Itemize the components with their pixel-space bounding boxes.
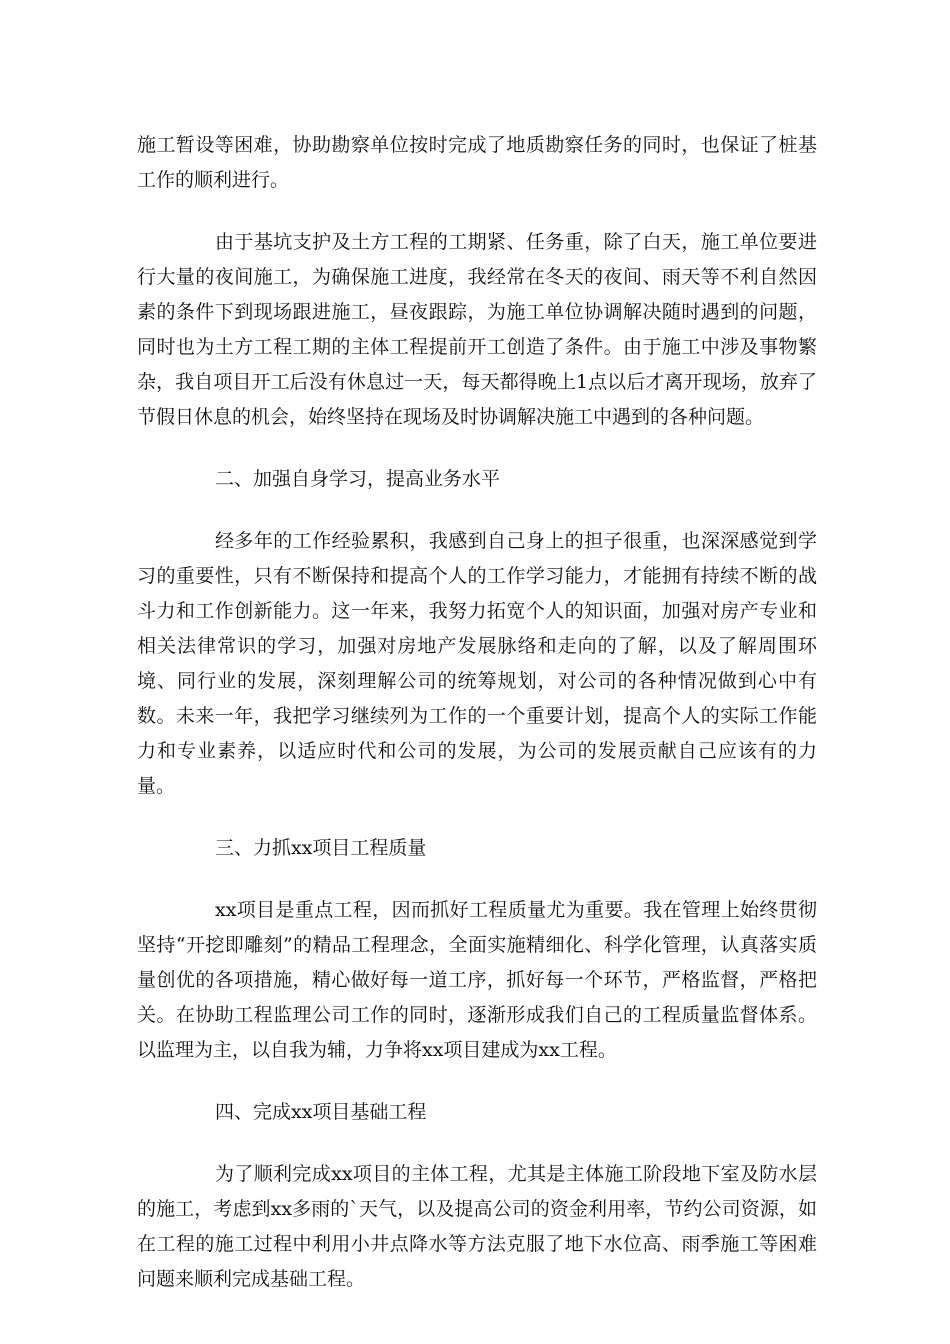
section-heading-4: 四、完成xx项目基础工程 [215,1101,427,1123]
paragraph-continuation: 施工暂设等困难，协助勘察单位按时完成了地质勘察任务的同时，也保证了桩基工作的顺利进行。 [137,134,817,191]
paragraph-project-quality: xx项目是重点工程，因而抓好工程质量尤为重要。我在管理上始终贯彻坚持“开挖即雕刻”的精品工程理念，全面实施精细化、科学化管理，认真落实质量创优的各项措施，精心做好每一道工序，抓好每一个环节，严格监督，严格把关。在协助工程监理公司工作的同时，逐渐形成我们自己的工程质量监督体系。以监理为主，以自我为辅，力争将xx项目建成为xx工程。 [137,899,817,1061]
paragraph-night-construction: 由于基坑支护及土方工程的工期紧、任务重，除了白天，施工单位要进行大量的夜间施工，为确保施工进度，我经常在冬天的夜间、雨天等不利自然因素的条件下到现场跟进施工，昼夜跟踪，为施工单位协调解决随时遇到的问题，同时也为土方工程工期的主体工程提前开工创造了条件。由于施工中涉及事物繁杂，我自项目开工后没有休息过一天，每天都得晚上1点以后才离开现场，放弃了节假日休息的机会，始终坚持在现场及时协调解决施工中遇到的各种问题。 [137,231,817,428]
paragraph-self-learning: 经多年的工作经验累积，我感到自己身上的担子很重，也深深感觉到学习的重要性，只有不断保持和提高个人的工作学习能力，才能拥有持续不断的战斗力和工作创新能力。这一年来，我努力拓宽个人的知识面，加强对房产专业和相关法律常识的学习，加强对房地产发展脉络和走向的了解，以及了解周围环境、同行业的发展，深刻理解公司的统筹规划，对公司的各种情况做到心中有数。未来一年，我把学习继续列为工作的一个重要计划，提高个人的实际工作能力和专业素养，以适应时代和公司的发展，为公司的发展贡献自己应该有的力量。 [137,530,817,797]
document-body [137,128,817,1324]
paragraph-foundation-work: 为了顺利完成xx项目的主体工程，尤其是主体施工阶段地下室及防水层的施工，考虑到xx多雨的`天气，以及提高公司的资金利用率，节约公司资源，如在工程的施工过程中利用小井点降水等方法克服了地下水位高、雨季施工等困难问题来顺利完成基础工程。 [137,1163,817,1290]
section-heading-2: 二、加强自身学习，提高业务水平 [215,468,501,490]
section-heading-3: 三、力抓xx项目工程质量 [215,837,427,859]
